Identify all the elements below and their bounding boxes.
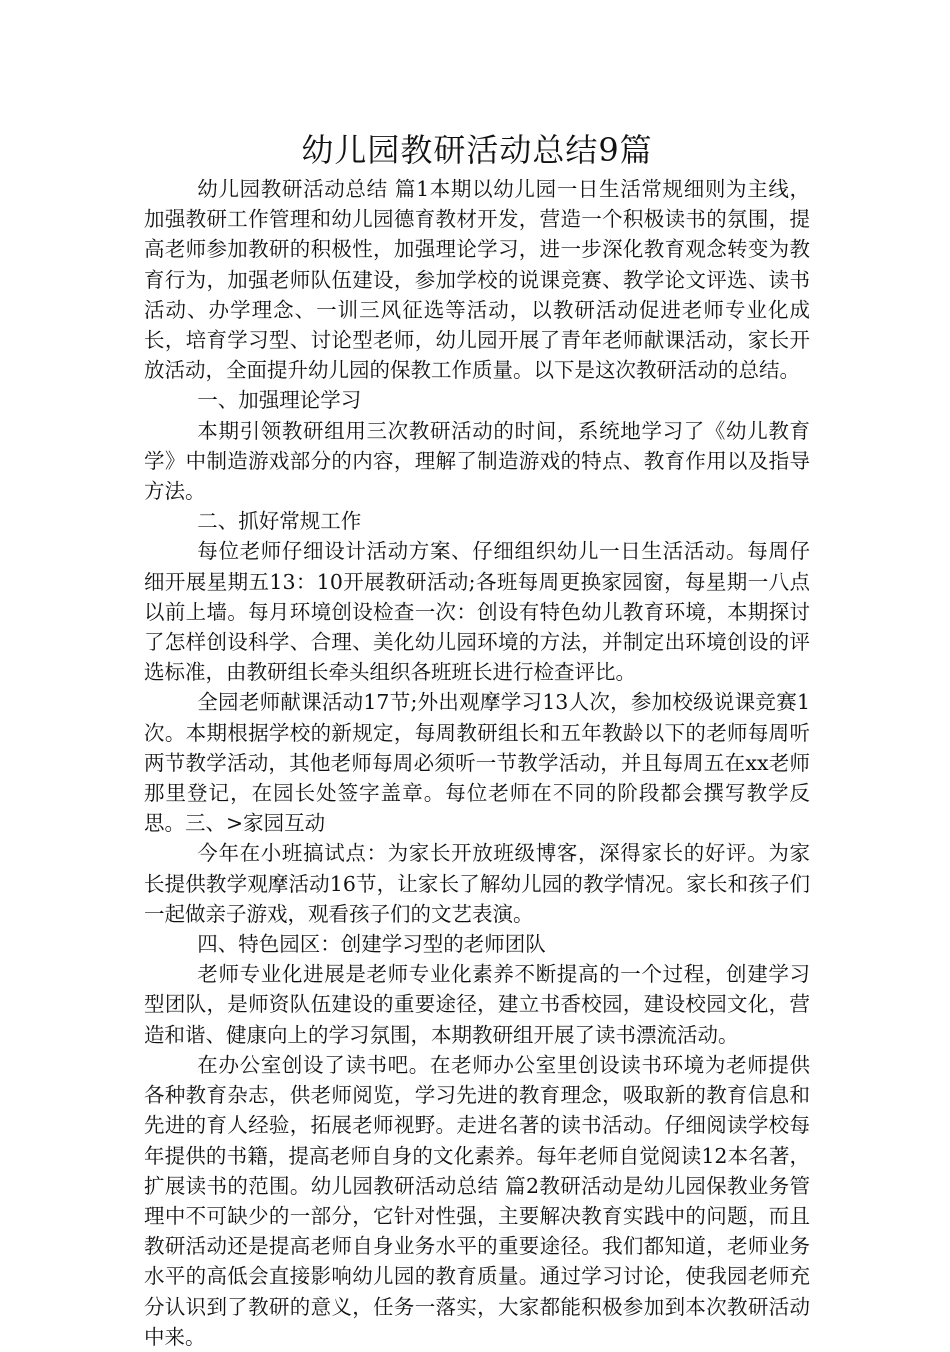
paragraph-3: 全园老师献课活动17节;外出观摩学习13人次，参加校级说课竞赛1次。本期根据学校的新规定，每周教研组长和五年教龄以下的老师每周听两节教学活动，其他老师每周必须听一节教学活动，并且每周五在xx老师那里登记，在园长处签字盖章。每位老师在不同的阶段都会撰写教学反思。三、>家园互动	[144, 690, 810, 836]
section-heading-1: 一、加强理论学习	[197, 388, 362, 413]
paragraph-1: 本期引领教研组用三次教研活动的时间，系统地学习了《幼儿教育学》中制造游戏部分的内容，理解了制造游戏的特点、教育作用以及指导方法。	[144, 418, 810, 504]
document-page	[144, 128, 810, 1352]
paragraph-5: 老师专业化进展是老师专业化素养不断提高的一个过程，创建学习型团队，是师资队伍建设的重要途径，建立书香校园，建设校园文化，营造和谐、健康向上的学习氛围，本期教研组开展了读书漂流活动。	[144, 962, 810, 1047]
section-heading-4: 四、特色园区：创建学习型的老师团队	[197, 932, 546, 957]
paragraph-2: 每位老师仔细设计活动方案、仔细组织幼儿一日生活活动。每周仔细开展星期五13：10开展教研活动;各班每周更换家园窗，每星期一八点以前上墙。每月环境创设检查一次：创设有特色幼儿教育环境，本期探讨了怎样创设科学、合理、美化幼儿园环境的方法，并制定出环境创设的评选标准，由教研组长牵头组织各班班长进行检查评比。	[144, 539, 810, 685]
section-heading-2: 二、抓好常规工作	[197, 509, 362, 534]
paragraph-4: 今年在小班搞试点：为家长开放班级博客，深得家长的好评。为家长提供教学观摩活动16节，让家长了解幼儿园的教学情况。家长和孩子们一起做亲子游戏，观看孩子们的文艺表演。	[144, 841, 810, 926]
paragraph-6: 在办公室创设了读书吧。在老师办公室里创设读书环境为老师提供各种教育杂志，供老师阅览，学习先进的教育理念，吸取新的教育信息和先进的育人经验，拓展老师视野。走进名著的读书活动。仔细阅读学校每年提供的书籍，提高老师自身的文化素养。每年老师自觉阅读12本名著，扩展读书的范围。幼儿园教研活动总结 篇2教研活动是幼儿园保教业务管理中不可缺少的一部分，它针对性强，主要解决教育实践中的问题，而且教研活动还是提高老师自身业务水平的重要途径。我们都知道，老师业务水平的高低会直接影响幼儿园的教育质量。通过学习讨论，使我园老师充分认识到了教研的意义，任务一落实，大家都能积极参加到本次教研活动中来。	[144, 1052, 810, 1349]
intro-paragraph: 幼儿园教研活动总结 篇1本期以幼儿园一日生活常规细则为主线，加强教研工作管理和幼儿园德育教材开发，营造一个积极读书的氛围，提高老师参加教研的积极性，加强理论学习，进一步深化教育观念转变为教育行为，加强老师队伍建设，参加学校的说课竞赛、教学论文评选、读书活动、办学理念、一训三风征选等活动，以教研活动促进老师专业化成长，培育学习型、讨论型老师，幼儿园开展了青年老师献课活动，家长开放活动，全面提升幼儿园的保教工作质量。以下是这次教研活动的总结。	[144, 177, 810, 383]
document-title: 幼儿园教研活动总结9篇	[301, 131, 653, 169]
